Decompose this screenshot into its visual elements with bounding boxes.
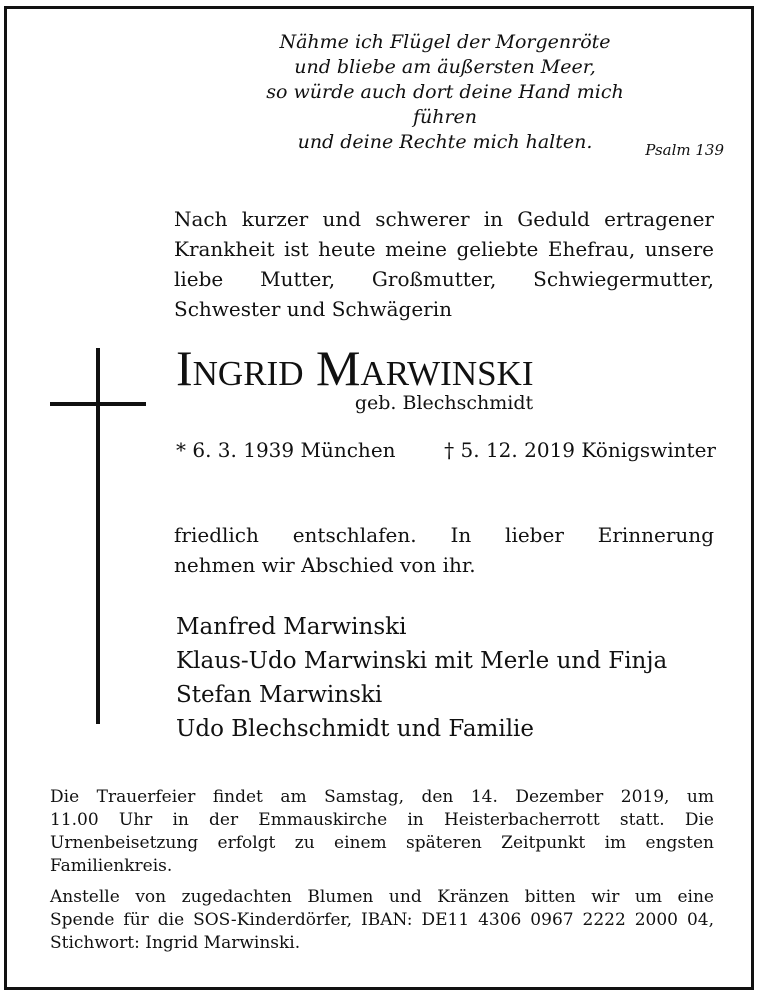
donation-paragraph xyxy=(50,886,714,955)
cross-symbol-horizontal xyxy=(50,402,146,406)
verse-reference: Psalm 139 xyxy=(645,141,724,159)
ceremony-line: 11.00 Uhr in der Emmauskirche in Heisterbacherrott statt. Die xyxy=(50,810,714,830)
birth-date: * 6. 3. 1939 München xyxy=(176,438,396,462)
deceased-name: Ingrid Marwinski xyxy=(176,340,534,396)
mourners-list xyxy=(176,610,716,746)
donation-line: Anstelle von zugedachten Blumen und Kränzen bitten wir um eine xyxy=(50,887,714,907)
intro-line: Krankheit ist heute meine geliebte Ehefrau, unsere xyxy=(174,237,714,261)
outro-line: nehmen wir Abschied von ihr. xyxy=(174,553,476,577)
intro-line: liebe Mutter, Großmutter, Schwiegermutter, xyxy=(174,267,714,291)
verse-line: und bliebe am äußersten Meer, xyxy=(294,56,596,78)
donation-line: Spende für die SOS-Kinderdörfer, IBAN: DE11 4306 0967 2222 2000 04, xyxy=(50,910,714,930)
outro-line: friedlich entschlafen. In lieber Erinnerung xyxy=(174,523,714,547)
verse-line: Nähme ich Flügel der Morgenröte xyxy=(279,31,611,53)
verse-line: so würde auch dort deine Hand mich führen xyxy=(266,81,624,128)
ceremony-paragraph xyxy=(50,786,714,878)
maiden-name: geb. Blechschmidt xyxy=(354,392,534,414)
death-date: † 5. 12. 2019 Königswinter xyxy=(444,438,716,462)
mourner-name: Manfred Marwinski xyxy=(176,614,407,640)
life-dates xyxy=(176,438,716,462)
ceremony-line: Die Trauerfeier findet am Samstag, den 14. Dezember 2019, um xyxy=(50,787,714,807)
mourner-name: Stefan Marwinski xyxy=(176,682,383,708)
outro-text xyxy=(174,520,714,580)
mourner-name: Udo Blechschmidt und Familie xyxy=(176,716,535,742)
verse-line: und deine Rechte mich halten. xyxy=(297,131,593,153)
psalm-verse xyxy=(240,30,650,155)
ceremony-info xyxy=(50,786,714,955)
intro-line: Schwester und Schwägerin xyxy=(174,297,453,321)
ceremony-line: Urnenbeisetzung erfolgt zu einem späteren Zeitpunkt im engsten xyxy=(50,833,714,853)
donation-line: Stichwort: Ingrid Marwinski. xyxy=(50,933,301,953)
ceremony-line: Familienkreis. xyxy=(50,856,173,876)
intro-text xyxy=(174,204,714,324)
intro-line: Nach kurzer und schwerer in Geduld ertragener xyxy=(174,207,714,231)
mourner-name: Klaus-Udo Marwinski mit Merle und Finja xyxy=(176,648,668,674)
